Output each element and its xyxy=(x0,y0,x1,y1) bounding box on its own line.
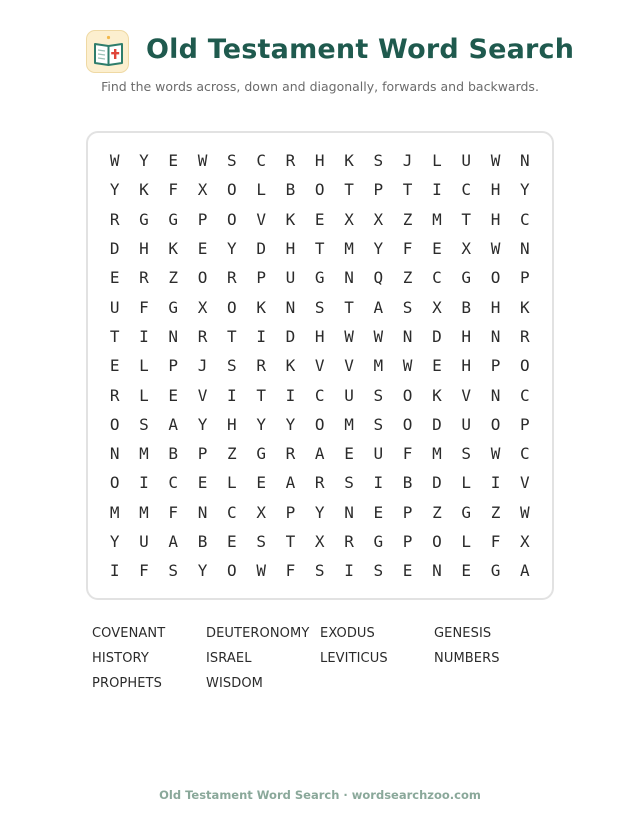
grid-cell[interactable]: E xyxy=(197,473,208,493)
grid-cell[interactable]: E xyxy=(432,356,442,376)
grid-cell[interactable]: X xyxy=(461,239,472,259)
grid-cell[interactable]: N xyxy=(109,444,120,464)
grid-cell[interactable]: D xyxy=(256,239,266,259)
grid-cell[interactable]: E xyxy=(256,473,266,493)
grid-cell[interactable]: V xyxy=(197,385,208,405)
grid-cell[interactable]: D xyxy=(285,326,296,346)
grid-cell[interactable]: H xyxy=(314,326,325,346)
grid-cell[interactable]: O xyxy=(227,180,237,200)
grid-cell[interactable]: S xyxy=(139,414,149,434)
grid-cell[interactable]: L xyxy=(461,473,472,493)
grid-cell[interactable]: U xyxy=(285,268,296,288)
word-list-item: NUMBERS xyxy=(434,651,500,666)
grid-cell[interactable]: K xyxy=(344,151,354,171)
grid-cell[interactable]: S xyxy=(314,561,325,581)
grid-cell[interactable]: N xyxy=(490,385,501,405)
grid-cell[interactable]: O xyxy=(227,561,237,581)
grid-cell[interactable]: B xyxy=(197,532,208,551)
grid-cell[interactable]: P xyxy=(285,502,296,522)
grid-cell[interactable]: V xyxy=(344,356,354,376)
grid-cell[interactable]: E xyxy=(168,385,179,405)
grid-cell[interactable]: M xyxy=(139,444,149,464)
grid-cell[interactable]: T xyxy=(344,180,354,200)
grid-cell[interactable]: G xyxy=(168,297,179,317)
grid-cell[interactable]: B xyxy=(285,180,296,200)
open-bible-icon xyxy=(86,30,129,73)
grid-cell[interactable]: H xyxy=(227,414,237,434)
word-list-item: DEUTERONOMY xyxy=(206,626,310,641)
grid-cell[interactable]: C xyxy=(432,268,442,288)
page-title: Old Testament Word Search xyxy=(146,34,575,65)
grid-cell[interactable]: F xyxy=(402,239,413,259)
grid-cell[interactable]: K xyxy=(285,209,296,229)
grid-cell[interactable]: A xyxy=(519,561,530,581)
grid-cell[interactable]: W xyxy=(490,444,501,464)
grid-cell[interactable]: O xyxy=(519,356,530,376)
grid-cell[interactable]: F xyxy=(168,502,179,522)
grid-cell[interactable]: W xyxy=(490,239,501,259)
grid-cell[interactable]: R xyxy=(227,268,237,288)
grid-cell[interactable]: N xyxy=(344,502,354,522)
grid-cell[interactable]: K xyxy=(519,297,530,317)
grid-cell[interactable]: Z xyxy=(490,502,501,522)
grid-cell[interactable]: G xyxy=(168,209,179,229)
grid-cell[interactable]: S xyxy=(373,414,384,434)
grid-cell[interactable]: I xyxy=(139,326,149,346)
grid-cell[interactable]: S xyxy=(373,385,384,405)
grid-cell[interactable]: L xyxy=(139,385,149,405)
grid-cell[interactable]: E xyxy=(109,356,120,376)
grid-cell[interactable]: P xyxy=(197,209,208,229)
grid-cell[interactable]: W xyxy=(402,356,413,376)
grid-cell[interactable]: O xyxy=(402,385,413,405)
grid-cell[interactable]: M xyxy=(373,356,384,376)
grid-cell[interactable]: R xyxy=(109,385,120,405)
grid-cell[interactable]: L xyxy=(432,151,442,171)
grid-cell[interactable]: X xyxy=(256,502,266,522)
grid-cell[interactable]: Y xyxy=(256,414,266,434)
grid-cell[interactable]: P xyxy=(256,268,266,288)
grid-cell[interactable]: N xyxy=(432,561,442,581)
grid-cell[interactable]: S xyxy=(314,297,325,317)
grid-cell[interactable]: V xyxy=(256,209,266,229)
grid-cell[interactable]: P xyxy=(519,268,530,288)
grid-cell[interactable]: U xyxy=(373,444,384,464)
grid-cell[interactable]: U xyxy=(139,532,149,551)
grid-cell[interactable]: F xyxy=(490,532,501,551)
grid-cell[interactable]: Z xyxy=(168,268,179,288)
grid-cell[interactable]: I xyxy=(256,326,266,346)
grid-cell[interactable]: E xyxy=(109,268,120,288)
grid-cell[interactable]: X xyxy=(432,297,442,317)
grid-cell[interactable]: F xyxy=(139,561,149,581)
grid-cell[interactable]: X xyxy=(344,209,354,229)
grid-cell[interactable]: Y xyxy=(197,414,208,434)
grid-cell[interactable]: E xyxy=(432,239,442,259)
grid-cell[interactable]: B xyxy=(461,297,472,317)
grid-cell[interactable]: W xyxy=(490,151,501,171)
grid-cell[interactable]: M xyxy=(344,239,354,259)
grid-cell[interactable]: Z xyxy=(432,502,442,522)
grid-cell[interactable]: E xyxy=(197,239,208,259)
grid-cell[interactable]: R xyxy=(285,151,296,171)
grid-cell[interactable]: B xyxy=(168,444,179,464)
instructions-text: Find the words across, down and diagonally, forwards and backwards. xyxy=(101,79,539,94)
grid-cell[interactable]: H xyxy=(490,297,501,317)
grid-cell[interactable]: T xyxy=(402,180,413,200)
grid-cell[interactable]: P xyxy=(168,356,179,376)
grid-cell[interactable]: C xyxy=(168,473,179,493)
word-list xyxy=(92,626,548,701)
grid-cell[interactable]: F xyxy=(168,180,179,200)
grid-cell[interactable]: Y xyxy=(109,532,120,551)
grid-cell[interactable]: E xyxy=(314,209,325,229)
grid-cell[interactable]: K xyxy=(432,385,442,405)
grid-cell[interactable]: P xyxy=(373,180,384,200)
grid-cell[interactable]: O xyxy=(490,268,501,288)
grid-cell[interactable]: R xyxy=(256,356,266,376)
grid-cell[interactable]: S xyxy=(373,151,384,171)
grid-cell[interactable]: T xyxy=(285,532,296,551)
grid-cell[interactable]: K xyxy=(168,239,179,259)
grid-cell[interactable]: Y xyxy=(197,561,208,581)
grid-cell[interactable]: N xyxy=(344,268,354,288)
word-list-item: COVENANT xyxy=(92,626,166,641)
grid-cell[interactable]: G xyxy=(139,209,149,229)
word-list-item: LEVITICUS xyxy=(320,651,388,666)
grid-cell[interactable]: W xyxy=(519,502,530,522)
grid-cell[interactable]: O xyxy=(314,414,325,434)
grid-cell[interactable]: A xyxy=(314,444,325,464)
grid-cell[interactable]: M xyxy=(344,414,354,434)
grid-cell[interactable]: W xyxy=(344,326,354,346)
grid-cell[interactable]: V xyxy=(314,356,325,376)
grid-cell[interactable]: Z xyxy=(402,209,413,229)
grid-cell[interactable]: X xyxy=(197,180,208,200)
grid-cell[interactable]: B xyxy=(402,473,413,493)
grid-cell[interactable]: V xyxy=(461,385,472,405)
grid-cell[interactable]: U xyxy=(461,414,472,434)
grid-cell[interactable]: O xyxy=(109,414,120,434)
grid-cell[interactable]: U xyxy=(109,297,120,317)
grid-cell[interactable]: E xyxy=(461,561,472,581)
grid-cell[interactable]: H xyxy=(461,356,472,376)
grid-cell[interactable]: T xyxy=(344,297,354,317)
grid-cell[interactable]: H xyxy=(285,239,296,259)
grid-cell[interactable]: L xyxy=(139,356,149,376)
grid-cell[interactable]: O xyxy=(432,532,442,551)
grid-cell[interactable]: S xyxy=(373,561,384,581)
grid-cell[interactable]: N xyxy=(168,326,179,346)
grid-cell[interactable]: X xyxy=(197,297,208,317)
grid-cell[interactable]: P xyxy=(519,414,530,434)
grid-cell[interactable]: N xyxy=(519,239,530,259)
grid-cell[interactable]: E xyxy=(373,502,384,522)
grid-cell[interactable]: I xyxy=(490,473,501,493)
footer-text: Old Testament Word Search · wordsearchzoo.com xyxy=(159,788,481,802)
grid-cell[interactable]: A xyxy=(168,532,179,551)
grid-cell[interactable]: I xyxy=(285,385,296,405)
grid-cell[interactable]: N xyxy=(197,502,208,522)
grid-cell[interactable]: G xyxy=(373,532,384,551)
header xyxy=(0,28,640,76)
grid-cell[interactable]: R xyxy=(285,444,296,464)
grid-cell[interactable]: Z xyxy=(227,444,237,464)
grid-cell[interactable]: D xyxy=(432,473,442,493)
word-list-item: ISRAEL xyxy=(206,651,252,666)
grid-cell[interactable]: Y xyxy=(139,151,149,171)
grid-cell[interactable]: Q xyxy=(373,268,384,288)
word-list-item: GENESIS xyxy=(434,626,492,641)
grid-cell[interactable]: O xyxy=(314,180,325,200)
grid-cell[interactable]: M xyxy=(109,502,120,522)
grid-cell[interactable]: H xyxy=(139,239,149,259)
grid-cell[interactable]: W xyxy=(197,151,208,171)
grid-cell[interactable]: P xyxy=(402,502,413,522)
grid-cell[interactable]: Y xyxy=(227,239,237,259)
grid-cell[interactable]: X xyxy=(373,209,384,229)
grid-cell[interactable]: H xyxy=(461,326,472,346)
grid-cell[interactable]: C xyxy=(314,385,325,405)
grid-cell[interactable]: J xyxy=(197,356,208,376)
grid-cell[interactable]: O xyxy=(227,209,237,229)
grid-cell[interactable]: N xyxy=(519,151,530,171)
grid-cell[interactable]: L xyxy=(461,532,472,551)
grid-cell[interactable]: F xyxy=(285,561,296,581)
grid-cell[interactable]: C xyxy=(227,502,237,522)
grid-cell[interactable]: Y xyxy=(314,502,325,522)
grid-cell[interactable]: I xyxy=(109,561,120,581)
grid-cell[interactable]: W xyxy=(256,561,266,581)
grid-cell[interactable]: X xyxy=(314,532,325,551)
grid-cell[interactable]: P xyxy=(197,444,208,464)
letter-grid xyxy=(100,146,539,585)
grid-cell[interactable]: P xyxy=(402,532,413,551)
grid-cell[interactable]: O xyxy=(490,414,501,434)
grid-cell[interactable]: H xyxy=(314,151,325,171)
grid-cell[interactable]: M xyxy=(139,502,149,522)
grid-cell[interactable]: L xyxy=(227,473,237,493)
grid-cell[interactable]: T xyxy=(227,326,237,346)
grid-cell[interactable]: O xyxy=(227,297,237,317)
grid-cell[interactable]: I xyxy=(432,180,442,200)
grid-cell[interactable]: S xyxy=(402,297,413,317)
grid-cell[interactable]: R xyxy=(109,209,120,229)
grid-cell[interactable]: D xyxy=(109,239,120,259)
grid-cell[interactable]: R xyxy=(139,268,149,288)
grid-cell[interactable]: C xyxy=(256,151,266,171)
grid-cell[interactable]: F xyxy=(139,297,149,317)
grid-cell[interactable]: K xyxy=(256,297,266,317)
grid-cell[interactable]: I xyxy=(344,561,354,581)
grid-cell[interactable]: N xyxy=(490,326,501,346)
grid-cell[interactable]: E xyxy=(168,151,179,171)
grid-cell[interactable]: W xyxy=(109,151,120,171)
grid-cell[interactable]: Y xyxy=(109,180,120,200)
grid-cell[interactable]: G xyxy=(256,444,266,464)
grid-cell[interactable]: S xyxy=(227,151,237,171)
grid-cell[interactable]: G xyxy=(314,268,325,288)
word-list-item: EXODUS xyxy=(320,626,375,641)
grid-cell[interactable]: Y xyxy=(519,180,530,200)
grid-cell[interactable]: F xyxy=(402,444,413,464)
grid-cell[interactable]: T xyxy=(461,209,472,229)
grid-cell[interactable]: I xyxy=(373,473,384,493)
grid-cell[interactable]: D xyxy=(432,414,442,434)
grid-cell[interactable]: R xyxy=(197,326,208,346)
grid-cell[interactable]: R xyxy=(344,532,354,551)
grid-cell[interactable]: Y xyxy=(373,239,384,259)
grid-cell[interactable]: E xyxy=(227,532,237,551)
grid-cell[interactable]: W xyxy=(373,326,384,346)
grid-cell[interactable]: H xyxy=(490,180,501,200)
grid-cell[interactable]: G xyxy=(461,502,472,522)
grid-cell[interactable]: E xyxy=(344,444,354,464)
grid-cell[interactable]: O xyxy=(402,414,413,434)
grid-cell[interactable]: A xyxy=(285,473,296,493)
grid-cell[interactable]: S xyxy=(168,561,179,581)
grid-cell[interactable]: N xyxy=(285,297,296,317)
grid-cell[interactable]: R xyxy=(519,326,530,346)
grid-cell[interactable]: M xyxy=(432,209,442,229)
grid-cell[interactable]: U xyxy=(461,151,472,171)
grid-cell[interactable]: C xyxy=(461,180,472,200)
grid-cell[interactable]: C xyxy=(519,209,530,229)
grid-cell[interactable]: G xyxy=(490,561,501,581)
grid-cell[interactable]: E xyxy=(402,561,413,581)
grid-cell[interactable]: I xyxy=(139,473,149,493)
grid-cell[interactable]: X xyxy=(519,532,530,551)
grid-cell[interactable]: C xyxy=(519,444,530,464)
grid-cell[interactable]: O xyxy=(109,473,120,493)
grid-cell[interactable]: S xyxy=(344,473,354,493)
grid-cell[interactable]: C xyxy=(519,385,530,405)
grid-cell[interactable]: K xyxy=(285,356,296,376)
grid-cell[interactable]: V xyxy=(519,473,530,493)
grid-cell[interactable]: G xyxy=(461,268,472,288)
grid-cell[interactable]: U xyxy=(344,385,354,405)
word-list-item: PROPHETS xyxy=(92,676,162,691)
grid-cell[interactable]: Y xyxy=(285,414,296,434)
word-list-item: WISDOM xyxy=(206,676,263,691)
grid-cell[interactable]: S xyxy=(227,356,237,376)
grid-cell[interactable]: T xyxy=(256,385,266,405)
grid-cell[interactable]: J xyxy=(402,151,413,171)
grid-cell[interactable]: T xyxy=(314,239,325,259)
grid-cell[interactable]: Z xyxy=(402,268,413,288)
grid-cell[interactable]: L xyxy=(256,180,266,200)
grid-cell[interactable]: A xyxy=(373,297,384,317)
grid-cell[interactable]: H xyxy=(490,209,501,229)
grid-cell[interactable]: P xyxy=(490,356,501,376)
grid-cell[interactable]: K xyxy=(139,180,149,200)
word-list-item: HISTORY xyxy=(92,651,149,666)
grid-cell[interactable]: R xyxy=(314,473,325,493)
grid-cell[interactable]: T xyxy=(109,326,120,346)
grid-cell[interactable]: S xyxy=(461,444,472,464)
grid-cell[interactable]: O xyxy=(197,268,208,288)
grid-cell[interactable]: I xyxy=(227,385,237,405)
grid-cell[interactable]: A xyxy=(168,414,179,434)
grid-cell[interactable]: N xyxy=(402,326,413,346)
grid-cell[interactable]: M xyxy=(432,444,442,464)
grid-cell[interactable]: S xyxy=(256,532,266,551)
grid-cell[interactable]: D xyxy=(432,326,442,346)
